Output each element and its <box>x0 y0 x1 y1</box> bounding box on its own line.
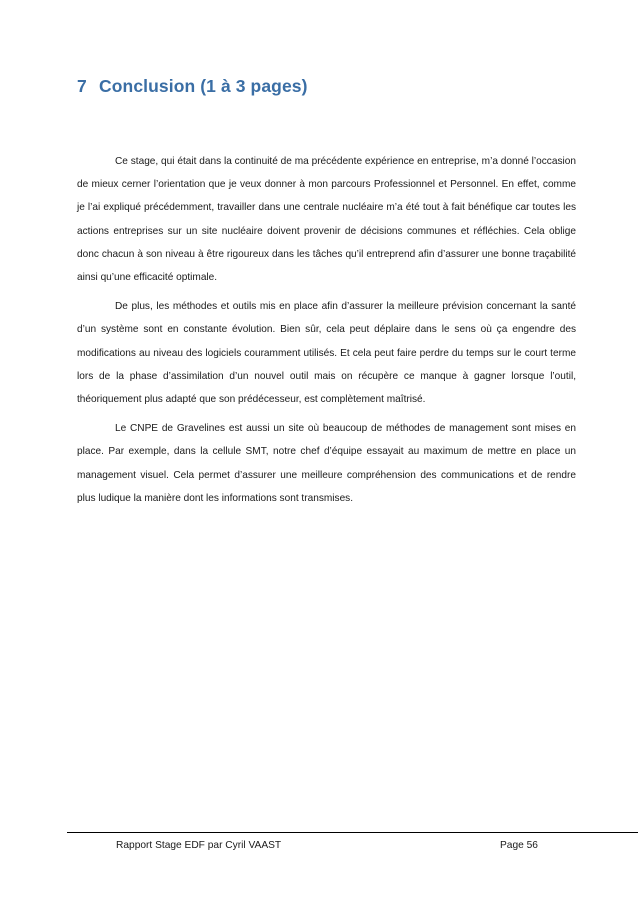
body-text <box>77 150 576 516</box>
footer-page-number: Page 56 <box>500 840 538 851</box>
footer-divider <box>67 832 638 833</box>
section-number: 7 <box>77 76 87 96</box>
footer-report-title: Rapport Stage EDF par Cyril VAAST <box>116 840 282 851</box>
section-heading <box>77 76 577 97</box>
paragraph: Ce stage, qui était dans la continuité de ma précédente expérience en entreprise, m’a donné l’occasion de mieux cerner l’orientation que je veux donner à mon parcours Professionnel et Personnel. En effet, comme je l’ai expliqué précédemment, travailler dans une centrale nucléaire m’a été tout à fait bénéfique car toutes les actions entreprises sur un site nucléaire doivent provenir de décisions communes et réfléchies. Cela oblige donc chacun à son niveau à être rigoureux dans les tâches qu’il entreprend afin d’assurer une bonne traçabilité ainsi qu’une efficacité optimale. <box>77 156 576 284</box>
paragraph: De plus, les méthodes et outils mis en place afin d’assurer la meilleure prévision concernant la santé d’un système sont en constante évolution. Bien sûr, cela peut déplaire dans le sens où ça engendre des modifications au niveau des logiciels couramment utilisés. Et cela peut faire perdre du temps sur le court terme lors de la phase d’assimilation d’un nouvel outil mais on récupère ce manque à gagner lorsque l’outil, théoriquement plus adapté que son prédécesseur, est complètement maîtrisé. <box>77 301 576 406</box>
paragraph: Le CNPE de Gravelines est aussi un site où beaucoup de méthodes de management sont mises en place. Par exemple, dans la cellule SMT, notre chef d’équipe essayait au maximum de mettre en place un management visuel. Cela permet d’assurer une meilleure compréhension des communications et de rendre plus ludique la manière dont les informations sont transmises. <box>77 423 576 504</box>
section-title: Conclusion (1 à 3 pages) <box>99 76 308 96</box>
